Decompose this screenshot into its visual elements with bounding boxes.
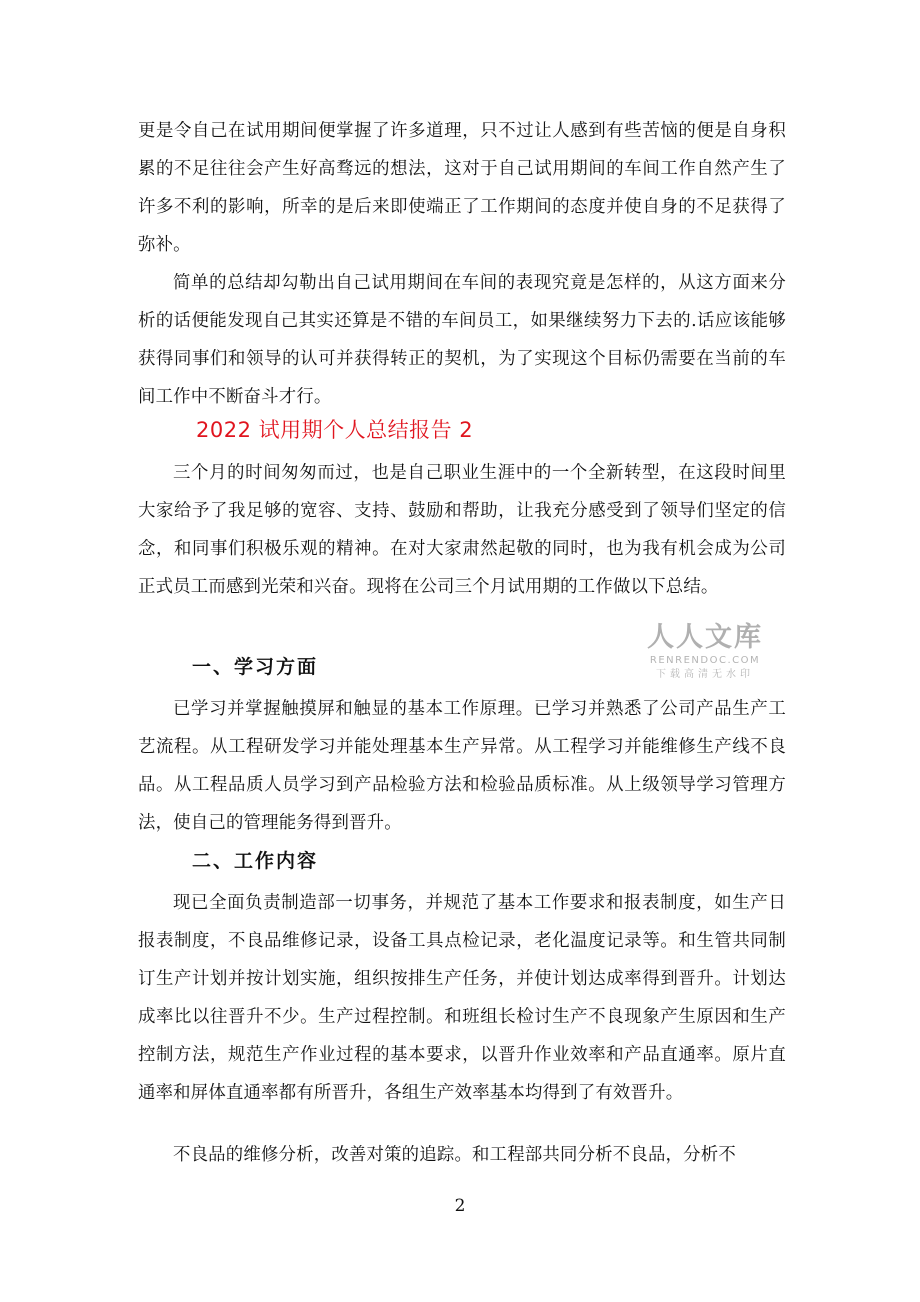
heading-work: 二、工作内容 [192, 850, 319, 872]
heading-study: 一、学习方面 [192, 656, 319, 678]
paragraph-work: 现已全面负责制造部一切事务，并规范了基本工作要求和报表制度，如生产日报表制度，不良品维修记录，设备工具点检记录，老化温度记录等。和生管共同制订生产计划并按计划实施，组织按排生产任务，并使计划达成率得到晋升。计划达成率比以往晋升不少。生产过程控制。和班组长检讨生产不良现象产生原因和生产控制方法，规范生产作业过程的基本要求，以晋升作业效率和产品直通率。原片直通率和屏体直通率都有所晋升，各组生产效率基本均得到了有效晋升。 [138, 893, 786, 1103]
page-number: 2 [454, 1196, 466, 1216]
paragraph-continuation: 更是令自己在试用期间便掌握了许多道理，只不过让人感到有些苦恼的便是自身积累的不足往往会产生好高骛远的想法，这对于自己试用期间的车间工作自然产生了许多不利的影响，所幸的是后来即使端正了工作期间的态度并使自身的不足获得了弥补。 [138, 121, 786, 255]
paragraph-intro: 三个月的时间匆匆而过，也是自己职业生涯中的一个全新转型，在这段时间里大家给予了我足够的宽容、支持、鼓励和帮助，让我充分感受到了领导们坚定的信念，和同事们积极乐观的精神。在对大家肃然起敬的同时，也为我有机会成为公司正式员工而感到光荣和兴奋。现将在公司三个月试用期的工作做以下总结。 [138, 463, 786, 597]
report-title: 2022 试用期个人总结报告 2 [196, 418, 474, 442]
paragraph-defects: 不良品的维修分析，改善对策的追踪。和工程部共同分析不良品，分析不 [173, 1145, 736, 1165]
paragraph-study: 已学习并掌握触摸屏和触显的基本工作原理。已学习并熟悉了公司产品生产工艺流程。从工程研发学习并能处理基本生产异常。从工程学习并能维修生产线不良品。从工程品质人员学习到产品检验方法和检验品质标准。从上级领导学习管理方法，使自己的管理能务得到晋升。 [138, 699, 786, 833]
watermark-domain: RENRENDOC.COM [649, 655, 761, 666]
watermark-logo [640, 622, 770, 682]
paragraph-summary: 简单的总结却勾勒出自己试用期间在车间的表现究竟是怎样的，从这方面来分析的话便能发现自己其实还算是不错的车间员工，如果继续努力下去的.话应该能够获得同事们和领导的认可并获得转正的契机，为了实现这个目标仍需要在当前的车间工作中不断奋斗才行。 [138, 273, 786, 407]
watermark-tagline: 下载高清无水印 [656, 669, 754, 680]
watermark-main-text: 人人文库 [647, 622, 763, 653]
